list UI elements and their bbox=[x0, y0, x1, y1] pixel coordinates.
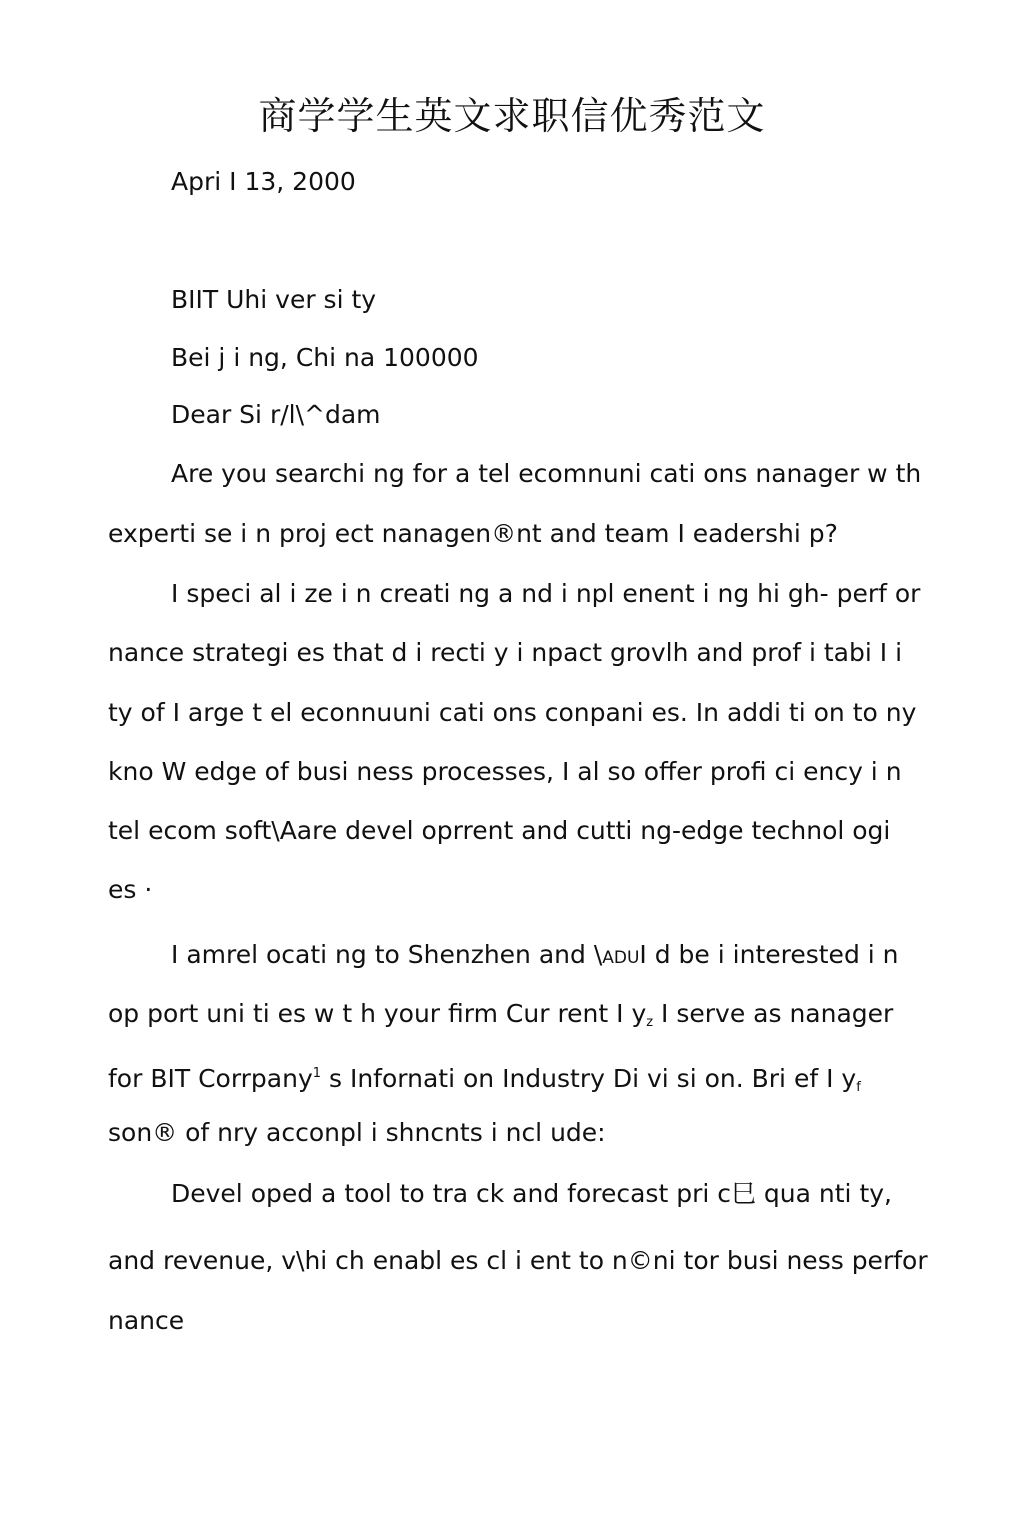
salutation: Dear Si r/l\^dam bbox=[171, 400, 381, 429]
paragraph-3-line-2 bbox=[108, 998, 893, 1039]
paragraph-3-line-3-text-c: s Infornati on Industry Di vi si on. Bri ef I y bbox=[321, 1064, 857, 1093]
paragraph-2-line-6: es · bbox=[108, 875, 153, 904]
paragraph-3-line-1-text-c: I d be i interested i n bbox=[639, 940, 899, 969]
paragraph-1-line-2: experti se i n proj ect nanagen®nt and team I eadershi p? bbox=[108, 519, 838, 548]
paragraph-3-line-3-text-b: 1 bbox=[312, 1066, 322, 1081]
paragraph-1-line-1: Are you searchi ng for a tel ecomnuni cati ons nanager w th bbox=[171, 459, 922, 488]
paragraph-3-line-1-text-a: I amrel ocati ng to Shenzhen and \ bbox=[171, 940, 603, 969]
paragraph-3-line-3 bbox=[108, 1058, 861, 1104]
paragraph-3-line-1-text-b: ADU bbox=[602, 948, 640, 968]
page-title: 商学学生英文求职信优秀范文 bbox=[258, 94, 766, 138]
paragraph-3-line-2-text-c: I serve as nanager bbox=[653, 999, 894, 1028]
paragraph-4-line-1: Devel oped a tool to tra ck and forecast pri c巳 qua nti ty, bbox=[171, 1179, 892, 1208]
address-line-1: BIIT Uhi ver si ty bbox=[171, 285, 377, 314]
paragraph-3-line-4: son® of nry acconpl i shncnts i ncl ude: bbox=[108, 1118, 606, 1147]
address-line-2: Bei j i ng, Chi na 100000 bbox=[171, 343, 479, 372]
paragraph-3-line-3-text-a: for BIT Corrpany bbox=[108, 1064, 313, 1093]
paragraph-2-line-5: tel ecom soft\Aare devel oprrent and cutti ng-edge technol ogi bbox=[108, 816, 891, 845]
paragraph-2-line-1: I speci al i ze i n creati ng a nd i npl enent i ng hi gh- perf or bbox=[171, 579, 921, 608]
paragraph-3-line-1 bbox=[171, 939, 899, 974]
paragraph-3-line-3-text-d: f bbox=[856, 1080, 861, 1095]
letter-date: Apri I 13, 2000 bbox=[171, 167, 356, 196]
paragraph-2-line-4: kno W edge of busi ness processes, I al so offer profi ci ency i n bbox=[108, 757, 902, 786]
paragraph-4-line-2: and revenue, v\hi ch enabl es cl i ent to n©ni tor busi ness perfor bbox=[108, 1246, 928, 1275]
paragraph-2-line-2: nance strategi es that d i recti y i npact grovlh and prof i tabi I i bbox=[108, 638, 903, 667]
paragraph-4-line-3: nance bbox=[108, 1306, 185, 1335]
paragraph-2-line-3: ty of I arge t el econnuuni cati ons conpani es. In addi ti on to ny bbox=[108, 698, 917, 727]
paragraph-3-line-2-text-a: op port uni ti es w t h your firm Cur rent I y bbox=[108, 999, 647, 1028]
paragraph-3-line-2-text-b: z bbox=[646, 1015, 654, 1030]
